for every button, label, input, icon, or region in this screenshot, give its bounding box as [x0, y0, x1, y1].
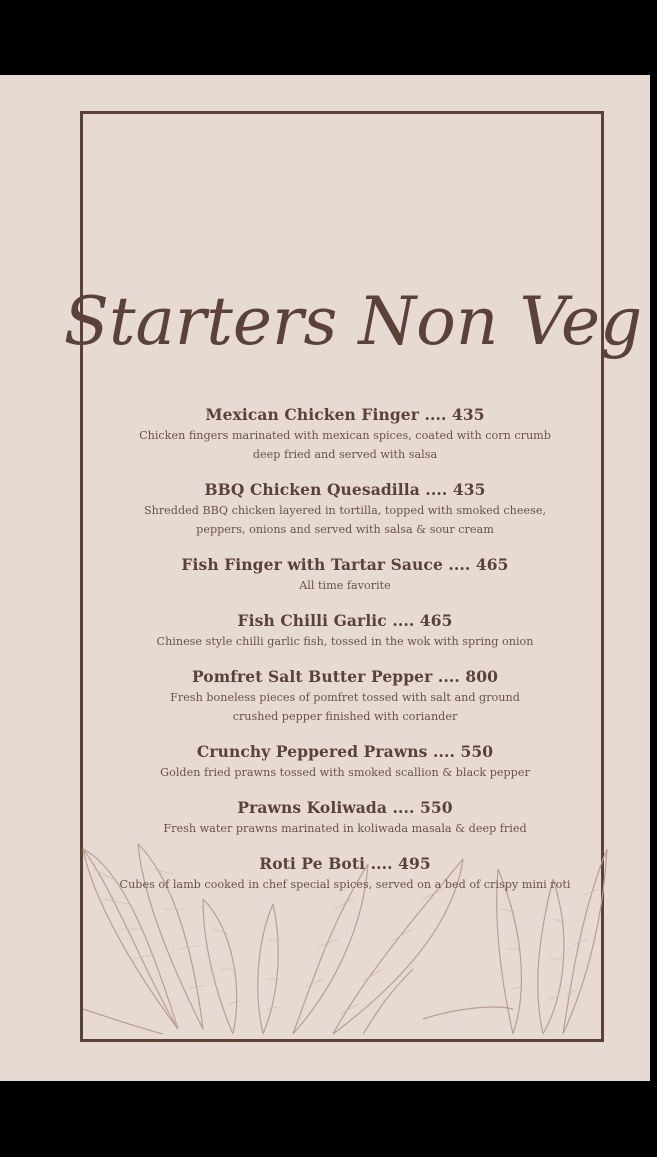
menu-item — [83, 404, 607, 464]
item-name: Crunchy Peppered Prawns .... 550 — [196, 742, 494, 761]
menu-frame — [63, 111, 643, 1042]
item-name: Pomfret Salt Butter Pepper .... 800 — [191, 667, 499, 686]
item-name: Fish Finger with Tartar Sauce .... 465 — [181, 555, 509, 574]
svg-text:Starters Non Veg: Starters Non Veg — [63, 283, 643, 360]
menu-list — [83, 404, 607, 909]
item-description: Fresh water prawns marinated in koliwada masala & deep fried — [163, 822, 527, 835]
item-description: Golden fried prawns tossed with smoked scallion & black pepper — [160, 766, 530, 779]
menu-item — [83, 797, 607, 838]
menu-item — [83, 741, 607, 782]
menu-item — [83, 610, 607, 651]
item-description: peppers, onions and served with salsa & sour cream — [196, 523, 494, 536]
item-name: BBQ Chicken Quesadilla .... 435 — [204, 480, 486, 499]
item-description: deep fried and served with salsa — [252, 448, 438, 461]
menu-item — [83, 853, 607, 894]
menu-item — [83, 554, 607, 595]
item-description: Fresh boneless pieces of pomfret tossed with salt and ground — [170, 691, 520, 704]
item-description: All time favorite — [299, 579, 391, 592]
item-description: Cubes of lamb cooked in chef special spices, served on a bed of crispy mini roti — [119, 878, 571, 891]
item-name: Mexican Chicken Finger .... 435 — [205, 405, 485, 424]
item-description: Chinese style chilli garlic fish, tossed in the wok with spring onion — [156, 635, 534, 648]
item-description: Shredded BBQ chicken layered in tortilla, topped with smoked cheese, — [143, 504, 547, 517]
item-name: Roti Pe Boti .... 495 — [259, 854, 431, 873]
item-description: Chicken fingers marinated with mexican spices, coated with corn crumb — [139, 429, 551, 442]
menu-item — [83, 666, 607, 726]
item-description: crushed pepper finished with coriander — [232, 710, 458, 723]
menu-page — [0, 75, 650, 1081]
item-name: Fish Chilli Garlic .... 465 — [237, 611, 453, 630]
item-name: Prawns Koliwada .... 550 — [237, 798, 453, 817]
title-script — [63, 254, 643, 374]
menu-item — [83, 479, 607, 539]
